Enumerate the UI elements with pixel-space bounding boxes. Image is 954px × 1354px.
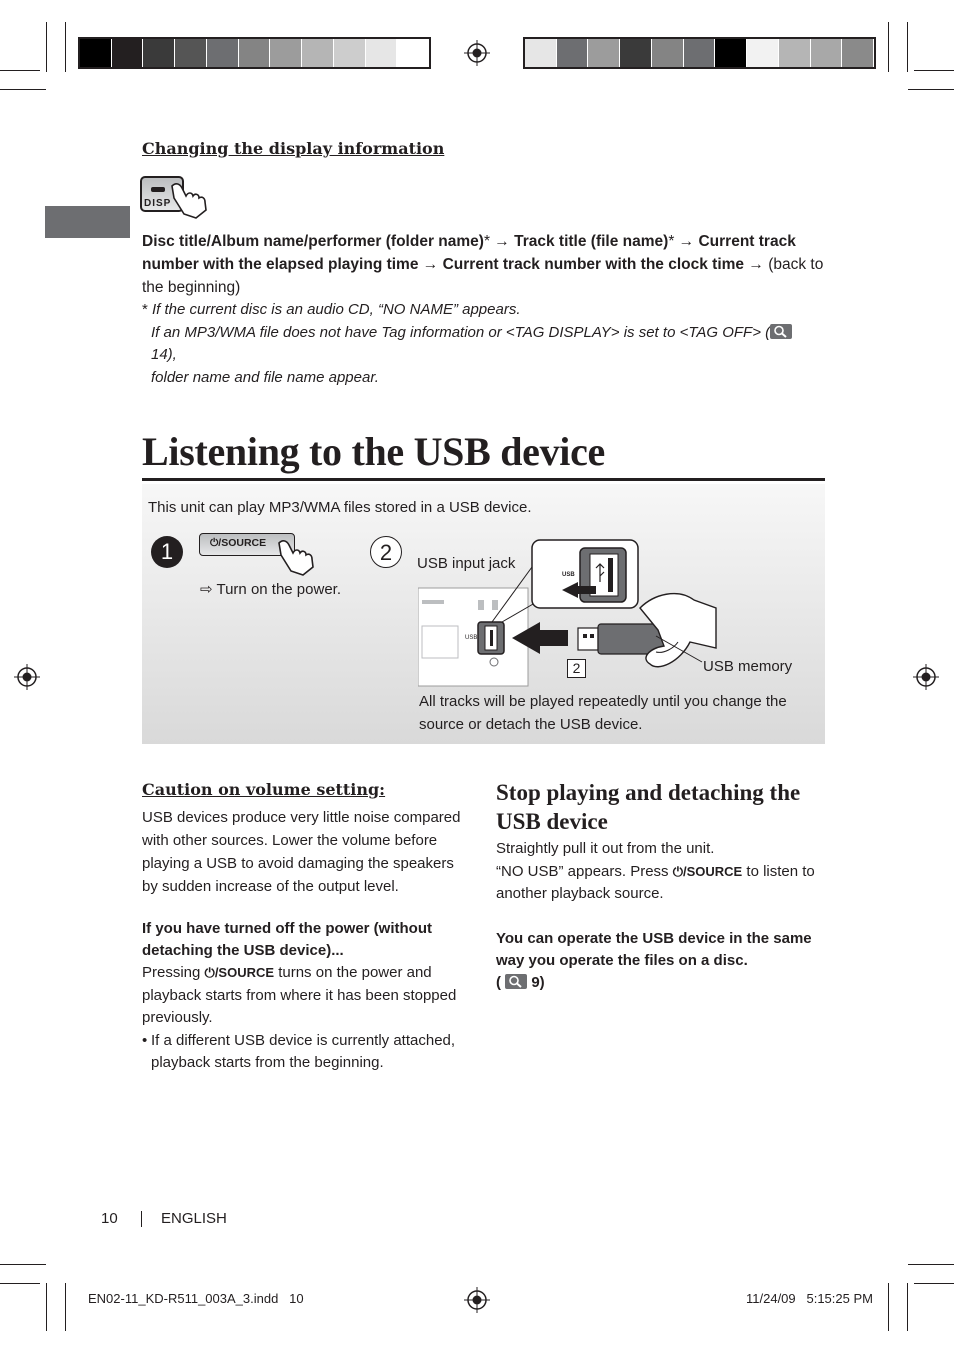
page-number: 10 <box>101 1210 118 1227</box>
source-key-label: ⏻/SOURCE <box>204 965 275 980</box>
repeat-line: All tracks will be played repeatedly until you change the <box>419 693 787 710</box>
sequence-item: Track title (file name) <box>514 233 669 250</box>
sequence-item: Current track number with the clock time <box>442 256 745 273</box>
color-swatch <box>620 39 652 67</box>
color-swatch <box>715 39 747 67</box>
language-label: ENGLISH <box>161 1210 227 1227</box>
crop-mark <box>0 1283 40 1284</box>
color-swatch <box>112 39 144 67</box>
stop-heading-line: Stop playing and detaching the <box>496 780 801 805</box>
power-line: playback starts from where it has been stopped <box>142 986 457 1004</box>
crop-mark <box>908 1264 954 1265</box>
stop-line: “NO USB” appears. Press <box>496 862 673 880</box>
source-key-label: ⏻/SOURCE <box>672 863 743 879</box>
arrow-right-icon: → <box>418 256 443 273</box>
crop-mark <box>46 1283 47 1331</box>
usb-port-text: USB <box>465 635 478 641</box>
power-line: previously. <box>142 1009 213 1026</box>
color-swatch <box>747 39 779 67</box>
power-off-heading-line: detaching the USB device)... <box>142 942 344 959</box>
sequence-tail: (back to the beginning) <box>142 256 824 296</box>
stop-line: to listen to <box>742 862 815 880</box>
color-swatch <box>207 39 239 67</box>
arrow-icon: ⇨ <box>200 581 213 598</box>
color-swatch <box>811 39 843 67</box>
footer-divider <box>141 1211 142 1227</box>
color-swatch <box>779 39 811 67</box>
usb-memory-label: USB memory <box>703 658 793 675</box>
step-number-1: 1 <box>151 536 183 568</box>
color-swatch <box>557 39 589 67</box>
stop-heading <box>496 778 800 836</box>
crop-mark <box>888 1283 889 1331</box>
magnifier-icon <box>505 974 527 989</box>
source-button-illustration <box>199 533 319 579</box>
color-swatch <box>652 39 684 67</box>
arrow-right-icon: → <box>489 233 515 250</box>
caution-text <box>142 806 482 898</box>
substep-2: 2 <box>567 659 586 678</box>
crop-mark <box>908 89 954 90</box>
footnote-line: folder name and file name appear. <box>151 368 379 386</box>
power-off-heading-line: If you have turned off the power (without <box>142 920 432 937</box>
footnote-line: If the current disc is an audio CD, “NO NAME” appears. <box>152 301 521 318</box>
stop-line: Straightly pull it out from the unit. <box>496 840 715 857</box>
ref-open: ( <box>496 974 501 991</box>
color-swatch <box>684 39 716 67</box>
disp-label: DISP <box>144 198 172 209</box>
magnifier-icon <box>770 324 792 339</box>
arrow-right-icon: → <box>744 256 769 273</box>
footnote <box>142 299 822 389</box>
color-swatch <box>334 39 366 67</box>
color-swatch <box>143 39 175 67</box>
source-button-label: ⏻/SOURCE <box>210 537 267 549</box>
bullet-dot: • <box>142 1031 148 1049</box>
page-reference: 9) <box>531 974 545 991</box>
footnote-star: * <box>142 301 148 318</box>
color-swatch <box>397 39 429 67</box>
arrow-right-icon: → <box>674 233 699 250</box>
crop-mark <box>0 1264 46 1265</box>
bullet-line: playback starts from the beginning. <box>151 1054 384 1071</box>
caution-line: by sudden increase of the output level. <box>142 878 399 895</box>
page-reference: 14), <box>151 346 177 363</box>
pointing-hand-icon <box>168 180 210 220</box>
sequence-star: * <box>668 233 675 250</box>
file-info: EN02-11_KD-R511_003A_3.indd 10 <box>88 1291 304 1306</box>
step1-text: Turn on the power. <box>216 581 342 598</box>
crop-mark <box>888 22 889 72</box>
caution-heading: Caution on volume setting: <box>142 780 386 799</box>
power-off-text <box>142 962 482 1075</box>
crop-mark <box>914 1283 954 1284</box>
operate-line: You can operate the USB device in the same <box>496 930 812 947</box>
section-heading: Changing the display information <box>142 139 445 158</box>
power-off-heading <box>142 918 432 962</box>
color-bar-left <box>78 37 431 69</box>
step-number-2: 2 <box>370 536 402 568</box>
color-swatch <box>80 39 112 67</box>
page-title: Listening to the USB device <box>142 429 606 474</box>
sequence-item: Disc title/Album name/performer (folder name) <box>142 233 484 250</box>
crop-mark <box>65 1283 66 1331</box>
stop-line: another playback source. <box>496 885 664 902</box>
intro-text: This unit can play MP3/WMA files stored in a USB device. <box>148 499 532 516</box>
repeat-line: source or detach the USB device. <box>419 716 643 733</box>
crop-mark <box>65 22 66 72</box>
minus-icon <box>151 187 165 192</box>
title-rule <box>142 478 825 481</box>
registration-mark-icon <box>464 40 490 66</box>
color-swatch <box>302 39 334 67</box>
color-swatch <box>270 39 302 67</box>
stop-heading-line: USB device <box>496 809 608 834</box>
crop-mark <box>907 22 908 72</box>
operate-note <box>496 928 812 994</box>
caution-line: playing a USB to avoid damaging the speakers <box>142 855 454 872</box>
crop-mark <box>0 89 46 90</box>
registration-mark-icon <box>14 664 40 690</box>
color-swatch <box>239 39 271 67</box>
sequence-item: Current track number with the elapsed playing time <box>142 233 796 273</box>
color-swatch <box>525 39 557 67</box>
usb-zoom-text: USB <box>562 572 575 578</box>
stop-text <box>496 838 836 906</box>
bullet-line: If a different USB device is currently attached, <box>151 1031 456 1049</box>
footnote-line: If an MP3/WMA file does not have Tag information or <TAG DISPLAY> is set to <TAG OFF> ( <box>151 323 771 341</box>
power-rest-text: turns on the power and <box>274 964 432 981</box>
crop-mark <box>46 22 47 72</box>
date-info: 11/24/09 5:15:25 PM <box>746 1291 873 1306</box>
registration-mark-icon <box>464 1287 490 1313</box>
color-swatch <box>842 39 874 67</box>
crop-mark <box>907 1283 908 1331</box>
display-sequence <box>142 230 832 299</box>
color-swatch <box>588 39 620 67</box>
caution-line: USB devices produce very little noise compared <box>142 809 461 826</box>
usb-input-jack-label: USB input jack <box>417 555 516 572</box>
operate-line: way you operate the files on a disc. <box>496 952 748 969</box>
pointing-hand-icon <box>275 537 317 577</box>
crop-mark <box>914 70 954 71</box>
disp-button-illustration <box>140 176 210 220</box>
caution-line: with other sources. Lower the volume before <box>142 832 438 849</box>
repeat-note <box>419 690 787 736</box>
section-tab <box>45 206 130 238</box>
color-bar-right <box>523 37 876 69</box>
registration-mark-icon <box>913 664 939 690</box>
usb-connection-illustration <box>418 538 718 688</box>
pressing-text: Pressing <box>142 964 205 981</box>
color-swatch <box>175 39 207 67</box>
step1-instruction <box>200 578 341 601</box>
color-swatch <box>366 39 398 67</box>
sequence-star: * <box>483 233 490 250</box>
crop-mark <box>0 70 40 71</box>
